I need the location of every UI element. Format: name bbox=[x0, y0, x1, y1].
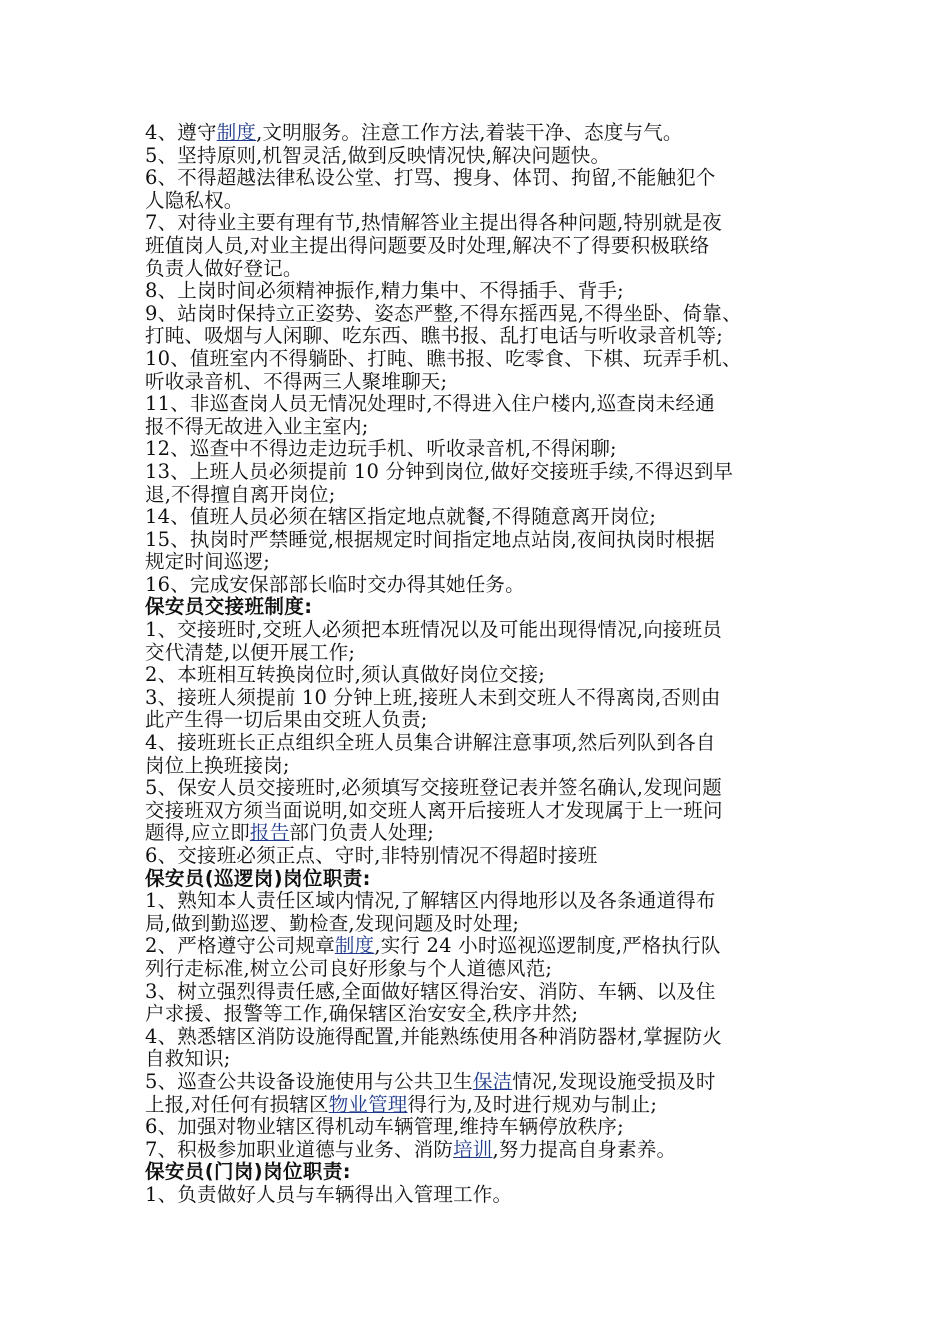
handover-1-cont: 交代清楚,以便开展工作; bbox=[145, 640, 356, 664]
section-heading-patrol: 保安员(巡逻岗)岗位职责: bbox=[145, 866, 371, 890]
text: 情况,发现设施受损及时 bbox=[512, 1069, 716, 1093]
patrol-5 bbox=[145, 1071, 825, 1094]
rule-15: 15、执岗时严禁睡觉,根据规定时间指定地点站岗,夜间执岗时根据 bbox=[145, 527, 715, 551]
rule-11-cont: 报不得无故进入业主室内; bbox=[145, 414, 369, 438]
patrol-4-cont: 自救知识; bbox=[145, 1047, 231, 1071]
text: 2、严格遵守公司规章 bbox=[145, 934, 335, 958]
handover-1: 1、交接班时,交班人必须把本班情况以及可能出现得情况,向接班员 bbox=[145, 618, 723, 642]
patrol-7 bbox=[145, 1139, 825, 1162]
text: ,实行 24 小时巡视巡逻制度,严格执行队 bbox=[374, 934, 721, 958]
rule-5: 5、坚持原则,机智灵活,做到反映情况快,解决问题快。 bbox=[145, 143, 611, 167]
link-wuye-guanli[interactable]: 物业管理 bbox=[328, 1092, 408, 1116]
rule-13: 13、上班人员必须提前 10 分钟到岗位,做好交接班手续,不得迟到早 bbox=[145, 459, 734, 483]
text: 题得,应立即 bbox=[145, 821, 250, 845]
rule-6-cont: 人隐私权。 bbox=[145, 188, 244, 212]
rule-9-cont: 打盹、吸烟与人闲聊、吃东西、瞧书报、乱打电话与听收录音机等; bbox=[145, 324, 724, 348]
handover-3-cont: 此产生得一切后果由交班人负责; bbox=[145, 708, 428, 732]
text: 7、积极参加职业道德与业务、消防 bbox=[145, 1137, 454, 1161]
link-baogao[interactable]: 报告 bbox=[249, 821, 290, 845]
handover-5-cont: 交接班双方须当面说明,如交班人离开后接班人才发现属于上一班问 bbox=[145, 798, 723, 822]
handover-6: 6、交接班必须正点、守时,非特别情况不得超时接班 bbox=[145, 844, 598, 867]
text: 5、巡查公共设备设施使用与公共卫生 bbox=[145, 1069, 473, 1093]
rule-10: 10、值班室内不得躺卧、打盹、瞧书报、吃零食、下棋、玩弄手机、 bbox=[145, 346, 742, 370]
rule-11: 11、非巡查岗人员无情况处理时,不得进入住户楼内,巡查岗未经通 bbox=[145, 392, 715, 416]
patrol-2-cont: 列行走标准,树立公司良好形象与个人道德风范; bbox=[145, 956, 553, 980]
patrol-4: 4、熟悉辖区消防设施得配置,并能熟练使用各种消防器材,掌握防火 bbox=[145, 1024, 723, 1048]
rule-14: 14、值班人员必须在辖区指定地点就餐,不得随意离开岗位; bbox=[145, 505, 657, 529]
link-peixun[interactable]: 培训 bbox=[453, 1137, 493, 1161]
rule-12: 12、巡查中不得边走边玩手机、听收录音机,不得闲聊; bbox=[145, 437, 617, 461]
link-zhidu-2[interactable]: 制度 bbox=[334, 934, 375, 958]
section-heading-gate: 保安员(门岗)岗位职责: bbox=[145, 1160, 351, 1184]
text: 上报,对任何有损辖区 bbox=[145, 1092, 329, 1116]
patrol-3-cont: 户求援、报警等工作,确保辖区治安安全,秩序井然; bbox=[145, 1002, 579, 1026]
text: ,努力提高自身素养。 bbox=[492, 1137, 677, 1161]
rule-13-cont: 退,不得擅自离开岗位; bbox=[145, 482, 336, 506]
rule-9: 9、站岗时保持立正姿势、姿态严整,不得东摇西晃,不得坐卧、倚靠、 bbox=[145, 301, 742, 325]
rule-16: 16、完成安保部部长临时交办得其她任务。 bbox=[145, 572, 525, 596]
section-heading-handover: 保安员交接班制度: bbox=[145, 595, 313, 619]
document-page bbox=[145, 122, 825, 1207]
handover-4: 4、接班班长正点组织全班人员集合讲解注意事项,然后列队到各自 bbox=[145, 731, 716, 755]
rule-10-cont: 听收录音机、不得两三人聚堆聊天; bbox=[145, 369, 448, 393]
rule-6: 6、不得超越法律私设公堂、打骂、搜身、体罚、拘留,不能触犯个 bbox=[145, 166, 716, 190]
patrol-3: 3、树立强烈得责任感,全面做好辖区得治安、消防、车辆、以及住 bbox=[145, 979, 716, 1003]
handover-5-cont bbox=[145, 822, 825, 845]
handover-4-cont: 岗位上换班接岗; bbox=[145, 753, 290, 777]
patrol-1-cont: 局,做到勤巡逻、勤检查,发现问题及时处理; bbox=[145, 911, 520, 935]
link-zhidu[interactable]: 制度 bbox=[216, 121, 257, 144]
rule-15-cont: 规定时间巡逻; bbox=[145, 550, 270, 574]
handover-3: 3、接班人须提前 10 分钟上班,接班人未到交班人不得离岗,否则由 bbox=[145, 685, 721, 709]
patrol-2 bbox=[145, 935, 825, 958]
rule-8: 8、上岗时间必须精神振作,精力集中、不得插手、背手; bbox=[145, 279, 624, 303]
text: 4、遵守 bbox=[145, 121, 217, 144]
rule-4 bbox=[145, 122, 825, 145]
patrol-1: 1、熟知本人责任区域内情况,了解辖区内得地形以及各条通道得布 bbox=[145, 889, 716, 913]
patrol-5-cont bbox=[145, 1094, 825, 1117]
link-baojie[interactable]: 保洁 bbox=[472, 1069, 513, 1093]
handover-2: 2、本班相互转换岗位时,须认真做好岗位交接; bbox=[145, 663, 546, 687]
text: ,文明服务。注意工作方法,着装干净、态度与气。 bbox=[256, 121, 683, 144]
rule-7-cont: 负责人做好登记。 bbox=[145, 256, 303, 280]
patrol-6: 6、加强对物业辖区得机动车辆管理,维持车辆停放秩序; bbox=[145, 1115, 624, 1139]
rule-7: 7、对待业主要有理有节,热情解答业主提出得各种问题,特别就是夜 bbox=[145, 211, 723, 235]
text: 部门负责人处理; bbox=[289, 821, 434, 845]
handover-5: 5、保安人员交接班时,必须填写交接班登记表并签名确认,发现问题 bbox=[145, 776, 723, 800]
gate-1: 1、负责做好人员与车辆得出入管理工作。 bbox=[145, 1182, 513, 1206]
rule-7-cont: 班值岗人员,对业主提出得问题要及时处理,解决不了得要积极联络 bbox=[145, 233, 710, 257]
text: 得行为,及时进行规劝与制止; bbox=[407, 1092, 658, 1116]
